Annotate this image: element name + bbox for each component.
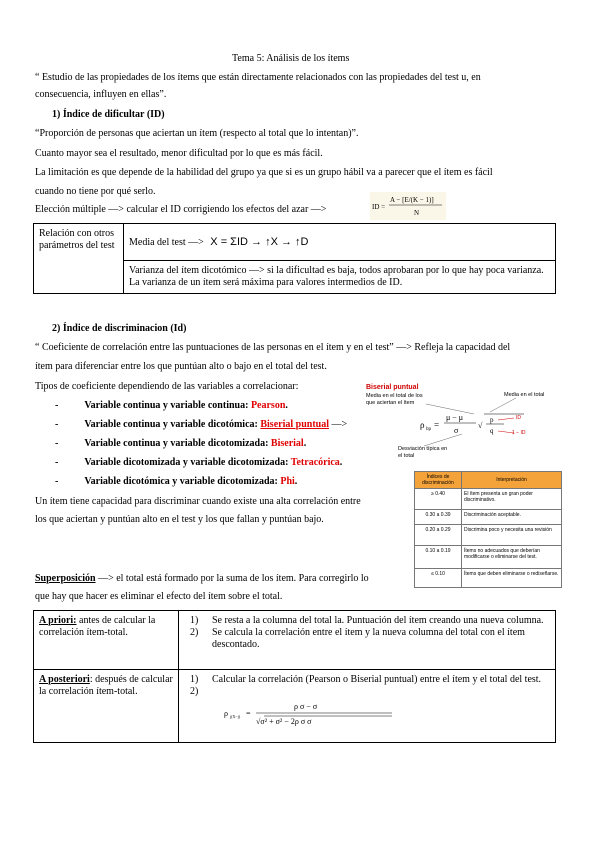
list-item: 2): [190, 686, 199, 697]
svg-text:=: =: [246, 709, 251, 718]
bullet-item-4: - Variable dicotomizada y variable dicotomizada: Tetracórica.: [55, 457, 343, 468]
id-formula-graphic: [370, 192, 446, 220]
section1-heading: 1) Índice de dificultar (ID): [52, 109, 165, 120]
svg-text:μ − μ: μ − μ: [446, 413, 464, 422]
section2-heading: 2) Índice de discriminacion (Id): [52, 323, 187, 334]
svg-text:p: p: [490, 416, 494, 424]
parameters-label: Relación con otros parámetros del test: [39, 228, 115, 251]
table-row: 0.20 a 0.29 Discrimina poco y necesita una revisión: [415, 525, 562, 546]
id-formula: [370, 192, 446, 220]
mean-row: [124, 224, 556, 261]
section2-line-1: “ Coeficiente de correlación entre las puntuaciones de las personas en el ítem y en el test” —> Refleja la capacidad del: [35, 342, 511, 353]
biserial-one-minus-id: 1 − ID: [512, 430, 526, 436]
section1-line-4: cuando no tiene por qué serlo.: [35, 186, 156, 197]
page-title: Tema 5: Análisis de los ítems: [232, 53, 350, 64]
coef-name: Biserial puntual: [260, 419, 329, 430]
table-row: 0.10 a 0.19 Ítems no adecuados que deberían modificarse o eliminarse del test.: [415, 546, 562, 569]
coef-name: Pearson: [250, 400, 286, 411]
bullet-item-5: - Variable dicotómica y variable dicotomizada: Phi.: [55, 476, 298, 487]
svg-text:√σ² + σ² − 2ρ σ σ: √σ² + σ² − 2ρ σ σ: [256, 717, 312, 726]
bullet-item-1: - Variable continua y variable continua: Pearson.: [55, 400, 288, 411]
aposteriori-steps: [179, 670, 556, 743]
closing-line-2: los que aciertan y puntúan alto en el test y los que fallan y puntúan bajo.: [35, 514, 324, 525]
apriori-desc: antes de calcular la correlación ítem-total.: [39, 615, 156, 638]
interp-header-text: Interpretación: [462, 472, 562, 489]
biserial-figure: [364, 384, 545, 468]
svg-text:=: =: [434, 420, 440, 430]
table-row: ≥ 0.40 El ítem presenta un gran poder discriminativo.: [415, 489, 562, 510]
bullet-item-3: - Variable continua y variable dicotomizada: Biserial.: [55, 438, 307, 449]
svg-text:ID =: ID =: [372, 203, 386, 211]
coef-name: Tetracórica: [290, 457, 340, 468]
coef-name: Phi: [280, 476, 295, 487]
coef-name: Biserial: [270, 438, 304, 449]
section1-line-2: Cuanto mayor sea el resultado, menor dificultad por lo que es más fácil.: [35, 148, 323, 159]
svg-text:j(X−j): j(X−j): [230, 714, 241, 719]
table-row: ≤ 0.10 Ítems que deben eliminarse o rediseñarse.: [415, 569, 562, 588]
biserial-formula-graphic: [364, 384, 536, 468]
interpretation-table: [414, 471, 562, 588]
mean-formula: X = ΣID → ↑X → ↑D: [210, 235, 309, 248]
variance-text: Varianza del ítem dicotómico —> si la dificultad es baja, todos aprobaran por lo que hay poca varianza. La varianza de un ítem será máxima para valores intermedios de ID.: [129, 265, 544, 288]
intro-line-2: consecuencia, influyen en ellas”.: [35, 89, 167, 100]
biserial-note-1: Media en el total de los que aciertan el ítem: [366, 393, 423, 406]
interp-header-index: Índices de discriminación: [415, 472, 462, 489]
apriori-steps: [179, 611, 556, 670]
section1-line-1: “Proporción de personas que aciertan un ítem (respecto al total que lo intentan)”.: [35, 128, 359, 139]
correction-table: [33, 610, 556, 743]
mean-label: Media del test —>: [129, 236, 204, 248]
closing-line-1: Un ítem tiene capacidad para discriminar cuando existe una alta correlación entre: [35, 496, 361, 507]
svg-text:A − [E/(K − 1)]: A − [E/(K − 1)]: [390, 196, 434, 204]
apriori-term: A priori:: [39, 615, 77, 626]
section2-line-2: ítem para diferenciar entre los que puntúan alto o bajo en el total del test.: [35, 361, 327, 372]
section2-line-3: Tipos de coeficiente dependiendo de las variables a correlacionar:: [35, 381, 299, 392]
biserial-note-3: Desviación típica en el total: [398, 446, 448, 459]
svg-text:√: √: [478, 421, 483, 430]
bullet-item-2: - Variable continua y variable dicotómica: Biserial puntual —>: [55, 419, 348, 430]
table-row: 0.30 a 0.39 Discriminación aceptable.: [415, 510, 562, 525]
biserial-title: Biserial puntual: [366, 384, 419, 391]
section1-line-3: La limitación es que depende de la habilidad del grupo ya que si es un grupo hábil va a parecer que el ítem es fácil: [35, 167, 493, 178]
correction-formula-graphic: [224, 698, 424, 728]
biserial-id-label: ID: [516, 415, 521, 421]
aposteriori-term: A posteriori: [39, 674, 90, 685]
superposicion-line-2: que hay que hacer es eliminar el efecto del ítem sobre el total.: [35, 591, 283, 602]
biserial-note-2: Media en el total: [504, 392, 545, 398]
list-item: 2) Se calcula la correlación entre el ítem y la nueva columna del total con el ítem descontado.: [190, 627, 525, 650]
list-item: 1) Calcular la correlación (Pearson o Biserial puntual) entre el ítem y el total del test.: [190, 674, 542, 685]
svg-text:ρ σ − σ: ρ σ − σ: [294, 702, 318, 711]
aposteriori-cell: [34, 670, 179, 743]
section1-line-5: Elección múltiple —> calcular el ID corrigiendo los efectos del azar —>: [35, 204, 327, 215]
svg-text:q: q: [490, 427, 494, 435]
apriori-cell: [34, 611, 179, 670]
intro-line-1: “ Estudio de las propiedades de los ítems que están directamente relacionados con las propiedades del test u, en: [35, 72, 481, 83]
svg-text:σ: σ: [454, 426, 459, 435]
parameters-table: [33, 223, 556, 294]
parameters-table-left: [34, 224, 124, 294]
svg-text:ρ: ρ: [420, 420, 425, 430]
list-item: 1) Se resta a la columna del total la. Puntuación del ítem creando una nueva columna.: [190, 615, 544, 626]
aposteriori-desc: : después de calcular la correlación ítem-total.: [39, 674, 173, 697]
svg-text:bp: bp: [426, 427, 431, 432]
variance-row: [124, 261, 556, 294]
svg-text:N: N: [414, 209, 420, 217]
superposicion-term: Superposición: [35, 573, 96, 584]
superposicion-line-1: Superposición —> el total está formado por la suma de los ítem. Para corregirlo lo: [35, 573, 369, 584]
svg-text:ρ: ρ: [224, 709, 228, 718]
